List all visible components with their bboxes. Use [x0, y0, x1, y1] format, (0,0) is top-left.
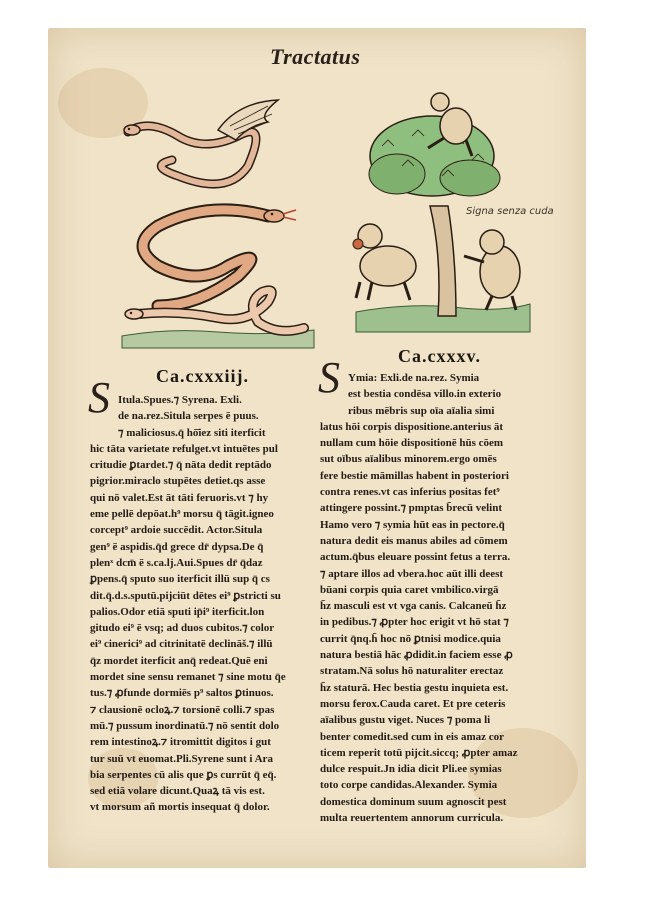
text-line: q̄z mordet iterficit anq̄ redeat.Quē eni — [90, 654, 268, 667]
text-line: ꝑpens.q̄ sputo suo iterficit illū sup q̄ cs — [90, 573, 270, 586]
text-line: attingere possint.⁊ pmptas b̄recū velint — [320, 502, 502, 515]
text-line: stratam.Nā solus hō naturaliter erectaz — [320, 665, 504, 678]
marginal-annotation: Signa senza cuda — [466, 206, 554, 217]
text-line: nullam cum hōie dispositionē hūs cōem — [320, 437, 504, 450]
text-line: in pedibus.⁊ ꝓpter hoc erigit vt hō stat ⁊ — [320, 616, 509, 629]
text-line: morsu ferox.Cauda caret. Et pre ceteris — [320, 697, 506, 710]
text-line: tur suū vt euomat.Pli.Syrene sunt i Ara — [90, 752, 273, 765]
serpents-woodcut-icon — [118, 96, 318, 352]
text-line: vt morsum añ mortis insequat q̄ dolor. — [90, 801, 270, 814]
text-line: mordet sine sensu remanet ⁊ sine motu q̄e — [90, 671, 286, 684]
text-line: eme pellē depōat.h⁹ morsu q̄ tāgit.igneo — [90, 508, 274, 521]
left-initial-letter: S — [88, 373, 110, 422]
left-text-column — [90, 392, 330, 816]
text-line: toto corpe candidas.Alexander. Symia — [320, 779, 498, 792]
text-line: Ymia: Exli.de na.rez. Symia — [348, 372, 480, 384]
text-line: natura bestiā hāc ꝓdidit.in faciem esse ꝓ — [320, 649, 513, 662]
text-line: corcept⁹ ardoie succēdit. Actor.Situla — [90, 524, 263, 537]
text-line: gen⁹ ē aspidis.q̄d grece dr̄ dypsa.De q̄ — [90, 540, 264, 553]
text-line: currit q̄nq.h̄ hoc nō ꝑtnisi modice.quia — [320, 632, 501, 645]
text-line: natura dedit eis manus abiles ad cōmem — [320, 534, 508, 547]
text-line: fere bestie māmillas habent in posteriori — [320, 469, 509, 482]
text-line: hic tāta varietate refulget.vt intuētes pul — [90, 442, 278, 455]
text-line: ei⁹ cinerici⁹ ad citrinitatē declināš.⁊ illū — [90, 638, 273, 651]
right-initial-letter: S — [318, 353, 340, 402]
right-text-column — [320, 370, 558, 826]
text-line: dit.q̄.d.s.sputū.pijciūt dētes ei⁹ ꝑstricti su — [90, 589, 281, 602]
text-line: rem intestinoꝝ.⁊ itromittit digitos i gut — [90, 736, 271, 749]
text-line: ⁊ maliciosus.q̄ hō̄iez siti iterficit — [118, 426, 266, 439]
text-line: multa reuertentem annorum curricula. — [320, 812, 504, 825]
text-line: sut oībus aīalibus minorem.ergo omēs — [320, 453, 497, 466]
text-line: palios.Odor etiā sputi ip̄i⁹ iterficit.lon — [90, 605, 265, 618]
text-line: Hamo vero ⁊ symia hūt eas in pectore.q̄ — [320, 518, 505, 531]
text-line: mū.⁊ pussum inordinatū.⁊ nō sentit dolo — [90, 719, 280, 732]
text-line: ⁊ aptare illos ad vbera.hoc aūt illi deest — [320, 567, 504, 580]
text-line: bia serpentes cū alis que ꝑs currūt q̄ eq̄. — [90, 768, 277, 781]
text-line: domestica dominum suum agnoscit pest — [320, 795, 507, 808]
text-line: contra renes.vt cas inferius positas fet⁹ — [320, 486, 500, 499]
text-line: plenͯ dcm̄ ē s.ca.lj.Aui.Spues dr̄ q̄daz — [90, 556, 263, 569]
text-line: actum.q̄bus eleuare possint fetus a terra. — [320, 551, 511, 564]
text-line: dulce respuit.Jn idia dicit Pli.ee symias — [320, 763, 502, 776]
text-line: qui nō valet.Est āt tāti feruoris.vt ⁊ hy — [90, 491, 269, 504]
text-line: latus hōi corpis dispositione.anterius āt — [320, 420, 504, 433]
text-line: ribus mēbris sup oīa aīalia simi — [348, 404, 495, 417]
text-line: h̄z masculi est vt vga canis. Calcaneū h̄z — [320, 600, 507, 613]
text-line: benter comedit.sed cum in eis amaz cor — [320, 730, 505, 743]
text-line: h̄z staturā. Hec bestia gestu inquieta est. — [320, 681, 509, 694]
text-line: būani corpis quia caret vmbilico.virgā — [320, 583, 499, 596]
text-line: ticem reperit totū pijcit.siccq; ꝓpter amaz — [320, 746, 518, 759]
text-line: de na.rez.Situla serpes ē puus. — [118, 410, 259, 423]
text-line: aīalibus gustu viget. Nuces ⁊ poma li — [320, 714, 491, 727]
text-line: Itula.Spues.⁊ Syrena. Exli. — [118, 394, 242, 406]
text-line: gitudo ei⁹ ē vsq; ad duos cubitos.⁊ color — [90, 622, 275, 635]
text-line: ⁊ clausionē ocloꝝ.⁊ torsionē colli.⁊ spas — [90, 703, 275, 716]
text-line: critudie ꝑtardet.⁊ q̄ nāta dedit reptādo — [90, 459, 272, 472]
text-line: tus.⁊ ꝓfunde dormiēs p⁹ saltos ꝑtinuos. — [90, 687, 274, 700]
text-line: est bestia condēsa villo.in exterio — [348, 388, 502, 401]
page-header-title: Tractatus — [270, 44, 361, 69]
left-chapter-heading: Ca.cxxxiij. — [156, 366, 249, 386]
right-chapter-heading: Ca.cxxxv. — [398, 346, 481, 366]
text-line: pigrior.miraclo stupētes detiet.qs asse — [90, 475, 266, 488]
text-line: sed etiā volare dicunt.Quaꝝ tā vis est. — [90, 785, 265, 798]
